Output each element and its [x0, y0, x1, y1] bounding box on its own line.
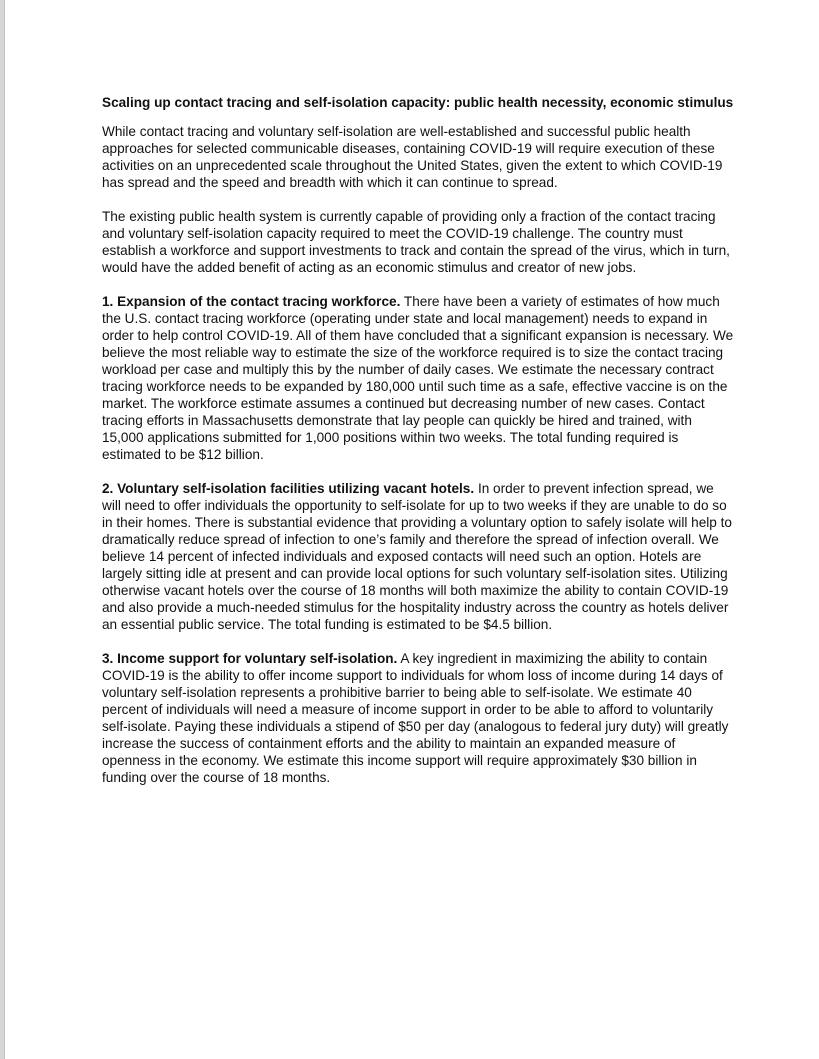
section-2 — [102, 480, 734, 633]
intro-paragraph-2: The existing public health system is currently capable of providing only a fraction of the contact tracing and voluntary self-isolation capacity required to meet the COVID-19 challenge. The country must establish a workforce and support investments to track and contain the spread of the virus, which in turn, would have the added benefit of acting as an economic stimulus and creator of new jobs. — [102, 209, 730, 275]
document-title: Scaling up contact tracing and self-isolation capacity: public health necessity, economic stimulus — [102, 95, 734, 110]
section-3 — [102, 650, 734, 786]
section-3-heading: 3. Income support for voluntary self-isolation. — [102, 651, 398, 666]
page-edge — [0, 0, 5, 1059]
intro-paragraph-1: While contact tracing and voluntary self-isolation are well-established and successful public health approaches for selected communicable diseases, containing COVID-19 will require execution of these activities on an unprecedented scale throughout the United States, given the extent to which COVID-19 has spread and the speed and breadth with which it can continue to spread. — [102, 124, 723, 190]
section-1-body: There have been a variety of estimates of how much the U.S. contact tracing workforce (operating under state and local management) needs to expand in order to help control COVID-19. All of them have concluded that a significant expansion is necessary. We believe the most reliable way to estimate the size of the workforce required is to size the contact tracing workload per case and multiply this by the number of daily cases. We estimate the necessary contract tracing workforce needs to be expanded by 180,000 until such time as a safe, effective vaccine is on the market. The workforce estimate assumes a continued but decreasing number of new cases. Contact tracing efforts in Massachusetts demonstrate that lay people can quickly be hired and trained, with 15,000 applications submitted for 1,000 positions within two weeks. The total funding required is estimated to be $12 billion. — [102, 294, 734, 462]
document-body — [102, 94, 734, 803]
section-2-heading: 2. Voluntary self-isolation facilities utilizing vacant hotels. — [102, 481, 475, 496]
section-3-body: A key ingredient in maximizing the ability to contain COVID-19 is the ability to offer income support to individuals for whom loss of income during 14 days of voluntary self-isolation represents a prohibitive barrier to being able to self-isolate. We estimate 40 percent of individuals will need a measure of income support in order to be able to afford to voluntarily self-isolate. Paying these individuals a stipend of $50 per day (analogous to federal jury duty) will greatly increase the success of containment efforts and the ability to maintain an expanded measure of openness in the economy. We estimate this income support will require approximately $30 billion in funding over the course of 18 months. — [102, 651, 729, 785]
section-1-heading: 1. Expansion of the contact tracing workforce. — [102, 294, 401, 309]
section-1 — [102, 293, 734, 463]
section-2-body: In order to prevent infection spread, we will need to offer individuals the opportunity to self-isolate for up to two weeks if they are unable to do so in their homes. There is substantial evidence that providing a voluntary option to safely isolate will help to dramatically reduce spread of infection to one’s family and therefore the spread of infection overall. We believe 14 percent of infected individuals and exposed contacts will need such an option. Hotels are largely sitting idle at present and can provide local options for such voluntary self-isolation sites. Utilizing otherwise vacant hotels over the course of 18 months will both maximize the ability to contain COVID-19 and also provide a much-needed stimulus for the hospitality industry across the country as hotels deliver an essential public service. The total funding is estimated to be $4.5 billion. — [102, 481, 732, 632]
